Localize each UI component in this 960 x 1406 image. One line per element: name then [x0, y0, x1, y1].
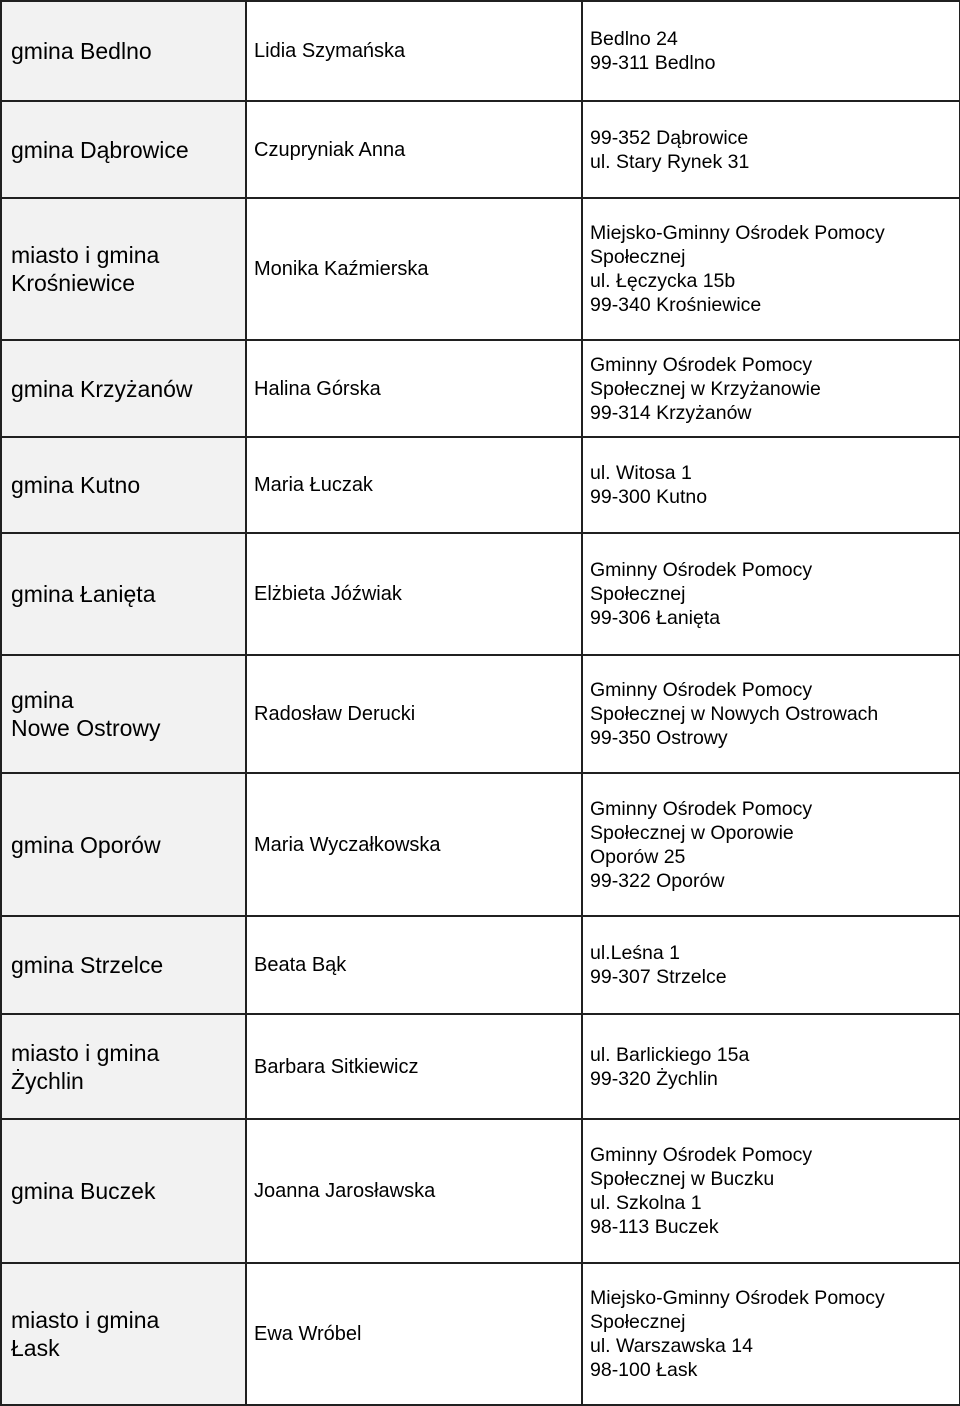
address-line: 99-300 Kutno — [590, 486, 708, 508]
address-line: 99-307 Strzelce — [590, 966, 727, 988]
address-line: Społecznej — [590, 1311, 686, 1333]
gmina-line: gmina Dąbrowice — [11, 136, 189, 163]
address-line: Społecznej w Krzyżanowie — [590, 377, 821, 400]
address-line: 99-314 Krzyżanów — [590, 401, 752, 424]
table-row — [1, 340, 960, 437]
person-cell: Ewa Wróbel — [246, 1263, 582, 1405]
gmina-line: gmina Krzyżanów — [11, 375, 193, 402]
address-cell — [582, 101, 960, 198]
person-cell: Halina Górska — [246, 340, 582, 437]
gmina-line: gmina Kutno — [11, 472, 141, 498]
gmina-cell — [1, 340, 246, 437]
gmina-cell — [1, 1014, 246, 1119]
address-line: Gminny Ośrodek Pomocy — [590, 559, 813, 581]
table-row — [1, 198, 960, 340]
address-line: Oporów 25 — [590, 845, 686, 868]
address-cell — [582, 198, 960, 340]
address-line: 98-100 Łask — [590, 1359, 698, 1381]
table-row — [1, 101, 960, 198]
gmina-line: gmina Łanięta — [11, 581, 156, 607]
address-line: 99-322 Oporów — [590, 869, 725, 892]
person-cell: Joanna Jarosławska — [246, 1119, 582, 1263]
person-cell: Radosław Derucki — [246, 655, 582, 773]
address-cell — [582, 533, 960, 655]
address-line: Gminny Ośrodek Pomocy — [590, 353, 813, 376]
contacts-table-body — [1, 1, 960, 1405]
address-line: 99-340 Krośniewice — [590, 294, 762, 316]
address-cell — [582, 916, 960, 1014]
person-cell: Beata Bąk — [246, 916, 582, 1014]
gmina-cell — [1, 1263, 246, 1405]
address-line: Gminny Ośrodek Pomocy — [590, 797, 813, 820]
address-cell — [582, 437, 960, 533]
gmina-line: miasto i gmina — [11, 242, 160, 268]
gmina-cell — [1, 198, 246, 340]
gmina-cell — [1, 1, 246, 101]
gmina-line: Łask — [11, 1335, 60, 1361]
table-row — [1, 655, 960, 773]
person-cell: Monika Kaźmierska — [246, 198, 582, 340]
gmina-line: miasto i gmina — [11, 1307, 160, 1333]
address-line: Społecznej — [590, 583, 686, 605]
gmina-line: miasto i gmina — [11, 1039, 160, 1066]
address-line: ul. Warszawska 14 — [590, 1335, 753, 1357]
gmina-line: gmina Bedlno — [11, 38, 152, 64]
address-line: ul. Łęczycka 15b — [590, 270, 736, 292]
address-cell — [582, 1, 960, 101]
gmina-line: Nowe Ostrowy — [11, 715, 161, 741]
address-cell — [582, 1119, 960, 1263]
address-cell — [582, 1263, 960, 1405]
address-cell — [582, 655, 960, 773]
gmina-line: Krośniewice — [11, 270, 135, 296]
gmina-cell — [1, 916, 246, 1014]
address-cell — [582, 773, 960, 916]
address-line: Miejsko-Gminny Ośrodek Pomocy — [590, 222, 885, 244]
gmina-cell — [1, 655, 246, 773]
gmina-cell — [1, 533, 246, 655]
person-cell: Barbara Sitkiewicz — [246, 1014, 582, 1119]
address-cell — [582, 1014, 960, 1119]
address-line: Społecznej w Nowych Ostrowach — [590, 703, 879, 725]
table-row — [1, 533, 960, 655]
gmina-cell — [1, 437, 246, 533]
address-line: ul. Witosa 1 — [590, 462, 692, 484]
address-line: Społecznej w Oporowie — [590, 821, 794, 844]
address-line: Gminny Ośrodek Pomocy — [590, 679, 813, 701]
person-cell: Elżbieta Jóźwiak — [246, 533, 582, 655]
address-line: 98-113 Buczek — [590, 1216, 719, 1238]
gmina-line: Żychlin — [11, 1067, 84, 1094]
table-row — [1, 1014, 960, 1119]
address-line: Miejsko-Gminny Ośrodek Pomocy — [590, 1287, 885, 1309]
person-cell: Maria Łuczak — [246, 437, 582, 533]
address-line: ul. Barlickiego 15a — [590, 1043, 750, 1066]
table-row — [1, 437, 960, 533]
address-line: ul.Leśna 1 — [590, 942, 680, 964]
person-cell: Czupryniak Anna — [246, 101, 582, 198]
address-line: 99-306 Łanięta — [590, 607, 721, 629]
address-line: 99-320 Żychlin — [590, 1067, 718, 1090]
address-line: Gminny Ośrodek Pomocy — [590, 1144, 813, 1166]
table-row — [1, 916, 960, 1014]
gmina-cell — [1, 101, 246, 198]
gmina-line: gmina Strzelce — [11, 952, 164, 978]
address-line: ul. Stary Rynek 31 — [590, 150, 750, 173]
person-cell: Lidia Szymańska — [246, 1, 582, 101]
gmina-cell — [1, 1119, 246, 1263]
address-line: Społecznej — [590, 246, 686, 268]
gmina-line: gmina Oporów — [11, 831, 161, 858]
address-line: Społecznej w Buczku — [590, 1168, 775, 1190]
table-row — [1, 1263, 960, 1405]
address-line: ul. Szkolna 1 — [590, 1192, 702, 1214]
table-row — [1, 1, 960, 101]
address-line: 99-311 Bedlno — [590, 52, 716, 74]
address-line: 99-350 Ostrowy — [590, 727, 728, 749]
address-line: Bedlno 24 — [590, 28, 678, 50]
address-cell — [582, 340, 960, 437]
person-cell: Maria Wyczałkowska — [246, 773, 582, 916]
table-row — [1, 773, 960, 916]
table-row — [1, 1119, 960, 1263]
gmina-line: gmina — [11, 687, 74, 713]
address-line: 99-352 Dąbrowice — [590, 126, 749, 149]
gmina-cell — [1, 773, 246, 916]
gmina-line: gmina Buczek — [11, 1178, 156, 1204]
